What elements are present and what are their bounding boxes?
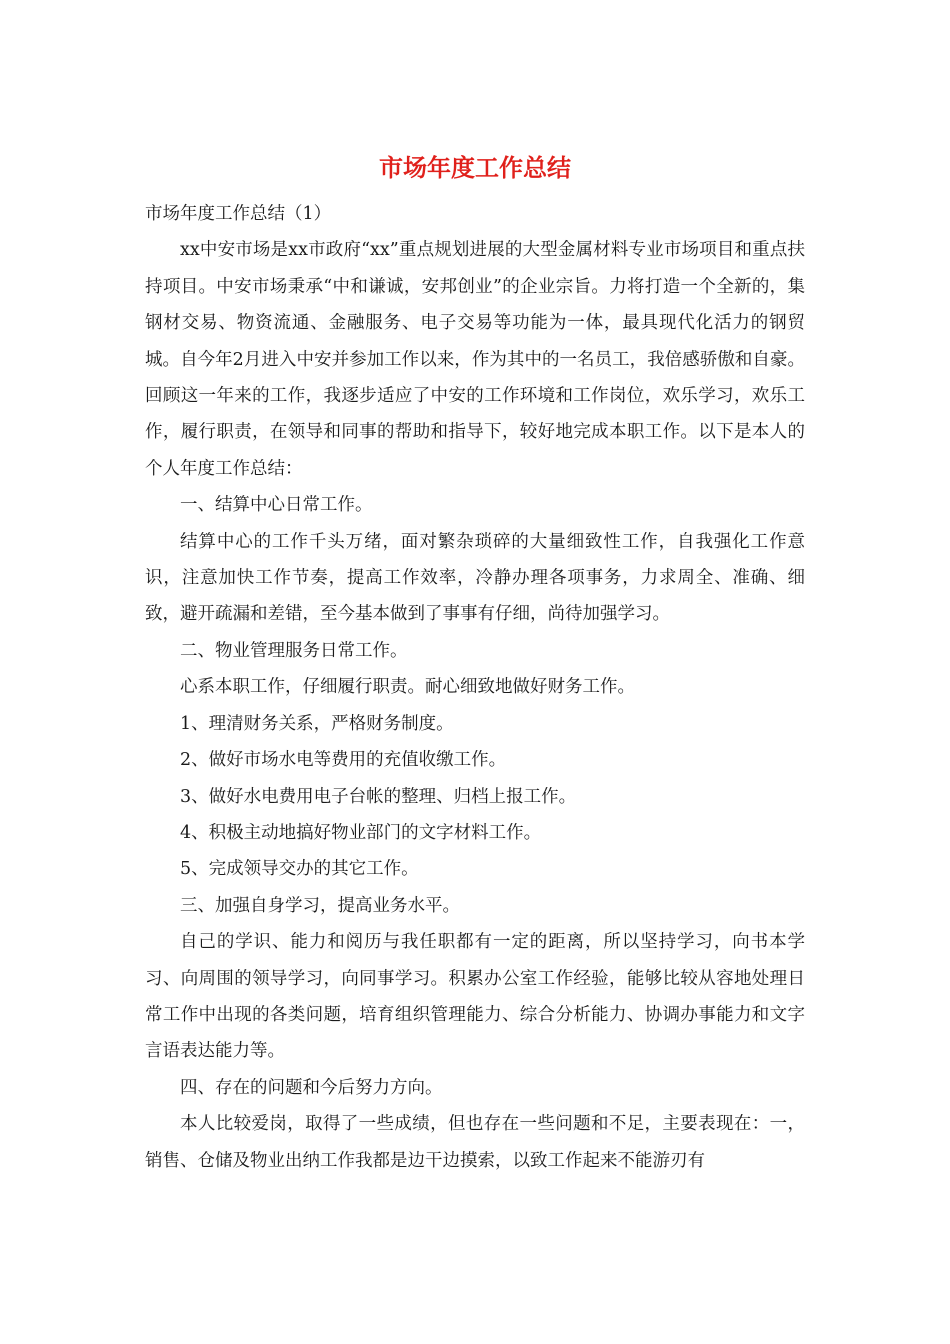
list-item: 2、做好市场水电等费用的充值收缴工作。	[180, 750, 507, 771]
list-item: 5、完成领导交办的其它工作。	[180, 859, 419, 880]
paragraph: 本人比较爱岗，取得了一些成绩，但也存在一些问题和不足，主要表现在：一，销售、仓储及物业出纳工作我都是边干边摸索，以致工作起来不能游刃有	[145, 1114, 805, 1171]
paragraph: 结算中心的工作千头万绪，面对繁杂琐碎的大量细致性工作，自我强化工作意识，注意加快工作节奏，提高工作效率，冷静办理各项事务，力求周全、准确、细致，避开疏漏和差错，至今基本做到了事事有仔细，尚待加强学习。	[145, 531, 805, 625]
list-item: 4、积极主动地搞好物业部门的文字材料工作。	[180, 822, 542, 843]
document-body	[145, 196, 805, 1179]
paragraph: 自己的学识、能力和阅历与我任职都有一定的距离，所以坚持学习，向书本学习、向周围的领导学习，向同事学习。积累办公室工作经验，能够比较从容地处理日常工作中出现的各类问题，培育组织管理能力、综合分析能力、协调办事能力和文字言语表达能力等。	[145, 932, 805, 1062]
subheading: 二、物业管理服务日常工作。	[180, 640, 408, 661]
paragraph: xx中安市场是xx市政府“xx”重点规划进展的大型金属材料专业市场项目和重点扶持项目。中安市场秉承“中和谦诚，安邦创业”的企业宗旨。力将打造一个全新的，集钢材交易、物资流通、金融服务、电子交易等功能为一体，最具现代化活力的钢贸城。自今年2月进入中安并参加工作以来，作为其中的一名员工，我倍感骄傲和自豪。回顾这一年来的工作，我逐步适应了中安的工作环境和工作岗位，欢乐学习，欢乐工作，履行职责，在领导和同事的帮助和指导下，较好地完成本职工作。以下是本人的个人年度工作总结：	[145, 240, 805, 479]
subheading: 四、存在的问题和今后努力方向。	[180, 1077, 443, 1098]
list-item: 3、做好水电费用电子台帐的整理、归档上报工作。	[180, 786, 577, 807]
document-title: 市场年度工作总结	[379, 153, 571, 182]
subheading: 三、加强自身学习，提高业务水平。	[180, 895, 460, 916]
list-item: 1、理清财务关系，严格财务制度。	[180, 713, 454, 734]
paragraph: 心系本职工作，仔细履行职责。耐心细致地做好财务工作。	[180, 677, 635, 698]
section-heading: 市场年度工作总结（1）	[145, 204, 332, 224]
subheading: 一、结算中心日常工作。	[180, 495, 373, 516]
